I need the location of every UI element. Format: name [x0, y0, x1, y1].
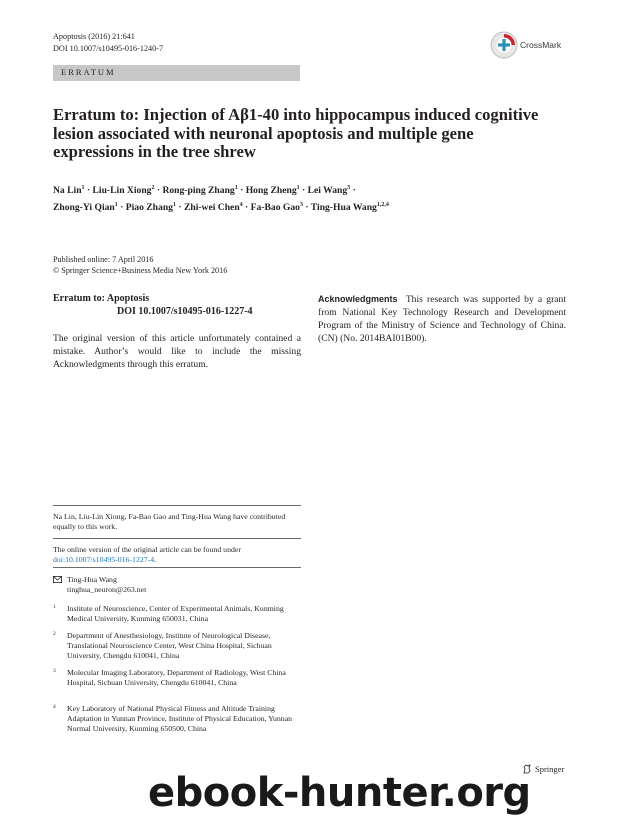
erratum-heading: [53, 293, 253, 318]
affiliation-text: Key Laboratory of National Physical Fitness and Altitude Training Adaptation in Yunnan Province, Institute of Physical Education, Yunnan Normal University, Kunming 650500, China: [67, 704, 293, 734]
footnote-divider: [53, 538, 301, 539]
online-version-prefix: The online version of the original article can be found under: [53, 545, 241, 554]
affiliation-text: Institute of Neuroscience, Center of Experimental Animals, Kunming Medical University, Kunming 650031, China: [67, 604, 284, 624]
author-name[interactable]: Na Lin: [53, 185, 82, 197]
author-affiliation-ref: 1: [172, 202, 176, 209]
acknowledgments-text: This research was supported by a grant from National Key Technology Research and Development Program of the Ministry of Science and Technology of China. (CN) (No. 2014BAI01B00).: [318, 294, 566, 344]
affiliation-number: 1: [53, 604, 56, 610]
author-name[interactable]: Lei Wang: [307, 185, 348, 197]
article-doi: DOI 10.1007/s10495-016-1240-7: [53, 44, 164, 53]
author-name[interactable]: Rong-ping Zhang: [162, 185, 235, 197]
erratum-heading-doi: DOI 10.1007/s10495-016-1227-4: [117, 305, 253, 317]
author-list: Na Lin$^1$ · Liu-Lin Xiong$^2$ · Rong-ping Zhang$^1$ · Hong Zheng$^1$ · Lei Wang$^3$ · Zhong-Yi Qian$^1$ · Piao Zhang$^1$ · Zhi-wei Chen$^4$ · Fa-Bao Gao$^3$ · Ting-Hua Wang$^{1,2,4}$: [53, 185, 389, 214]
correspondence-email[interactable]: tinghua_neuron@263.net: [67, 585, 147, 595]
affiliation-number: 3: [53, 668, 56, 674]
online-version-note: [53, 545, 301, 565]
author-affiliation-ref: 1: [234, 185, 238, 191]
affiliation-number: 4: [53, 704, 56, 710]
copyright: © Springer Science+Business Media New York 2016: [53, 266, 228, 275]
section-label: ERRATUM: [61, 67, 116, 77]
crossmark-label: CrossMark: [520, 40, 562, 50]
journal-citation: Apoptosis (2016) 21:641: [53, 32, 135, 41]
author-affiliation-ref: 1: [296, 185, 300, 191]
affiliation-list: [53, 604, 301, 754]
author-name[interactable]: Zhong-Yi Qian: [53, 202, 115, 214]
article-title: Erratum to: Injection of Aβ1-40 into hippocampus induced cognitive lesion associated with neuronal apoptosis and multiple gene expressions in the tree shrew: [53, 105, 539, 161]
original-article-link[interactable]: doi:10.1007/s10495-016-1227-4: [53, 555, 155, 565]
affiliation-text: Molecular Imaging Laboratory, Department of Radiology, West China Hospital, Sichuan University, Chengdu 610041, China: [67, 668, 286, 688]
envelope-icon: [53, 576, 62, 583]
acknowledgments: [318, 293, 566, 346]
crossmark-icon: [490, 31, 518, 59]
author-affiliation-ref: 1: [114, 202, 118, 209]
author-name[interactable]: Fa-Bao Gao: [250, 202, 300, 214]
author-affiliation-ref: 4: [239, 202, 243, 209]
correspondence: [53, 575, 301, 595]
watermark: ebook-hunter.org: [148, 770, 531, 816]
author-name[interactable]: Hong Zheng: [245, 185, 297, 197]
publisher-name: Springer: [535, 764, 565, 774]
author-affiliation-ref: 2: [151, 185, 155, 191]
erratum-heading-title: Erratum to: Apoptosis: [53, 293, 150, 304]
footnote-divider: [53, 505, 301, 506]
crossmark-badge[interactable]: [490, 30, 570, 60]
author-name[interactable]: Zhi-wei Chen: [183, 202, 240, 214]
author-name[interactable]: Ting-Hua Wang: [310, 202, 377, 214]
correspondence-name: Ting-Hua Wang: [67, 575, 117, 584]
erratum-text: The original version of this article unfortunately contained a mistake. Author’s would like to include the missing Acknowledgments through this erratum.: [53, 333, 301, 370]
author-affiliation-ref: 1,2,4: [376, 202, 389, 209]
author-affiliation-ref: 1: [81, 185, 85, 191]
author-affiliation-ref: 3: [299, 202, 303, 209]
equal-contribution-note: Na Lin, Liu-Lin Xiong, Fa-Bao Gao and Ting-Hua Wang have contributed equally to this work.: [53, 512, 286, 532]
published-date: Published online: 7 April 2016: [53, 255, 154, 264]
section-band: [53, 65, 300, 81]
author-name[interactable]: Liu-Lin Xiong: [92, 185, 152, 197]
acknowledgments-heading: Acknowledgments: [318, 294, 398, 304]
journal-header: [53, 31, 163, 55]
affiliation-text: Department of Anesthesiology, Institute of Neurological Disease, Translational Neuroscience Center, West China Hospital, Sichuan University, Chengdu 610041, China: [67, 631, 272, 661]
author-name[interactable]: Piao Zhang: [125, 202, 173, 214]
footnote-divider: [53, 567, 301, 568]
author-affiliation-ref: 3: [347, 185, 351, 191]
affiliation-number: 2: [53, 631, 56, 637]
online-version-suffix: .: [154, 555, 157, 565]
publication-info: [53, 254, 227, 276]
